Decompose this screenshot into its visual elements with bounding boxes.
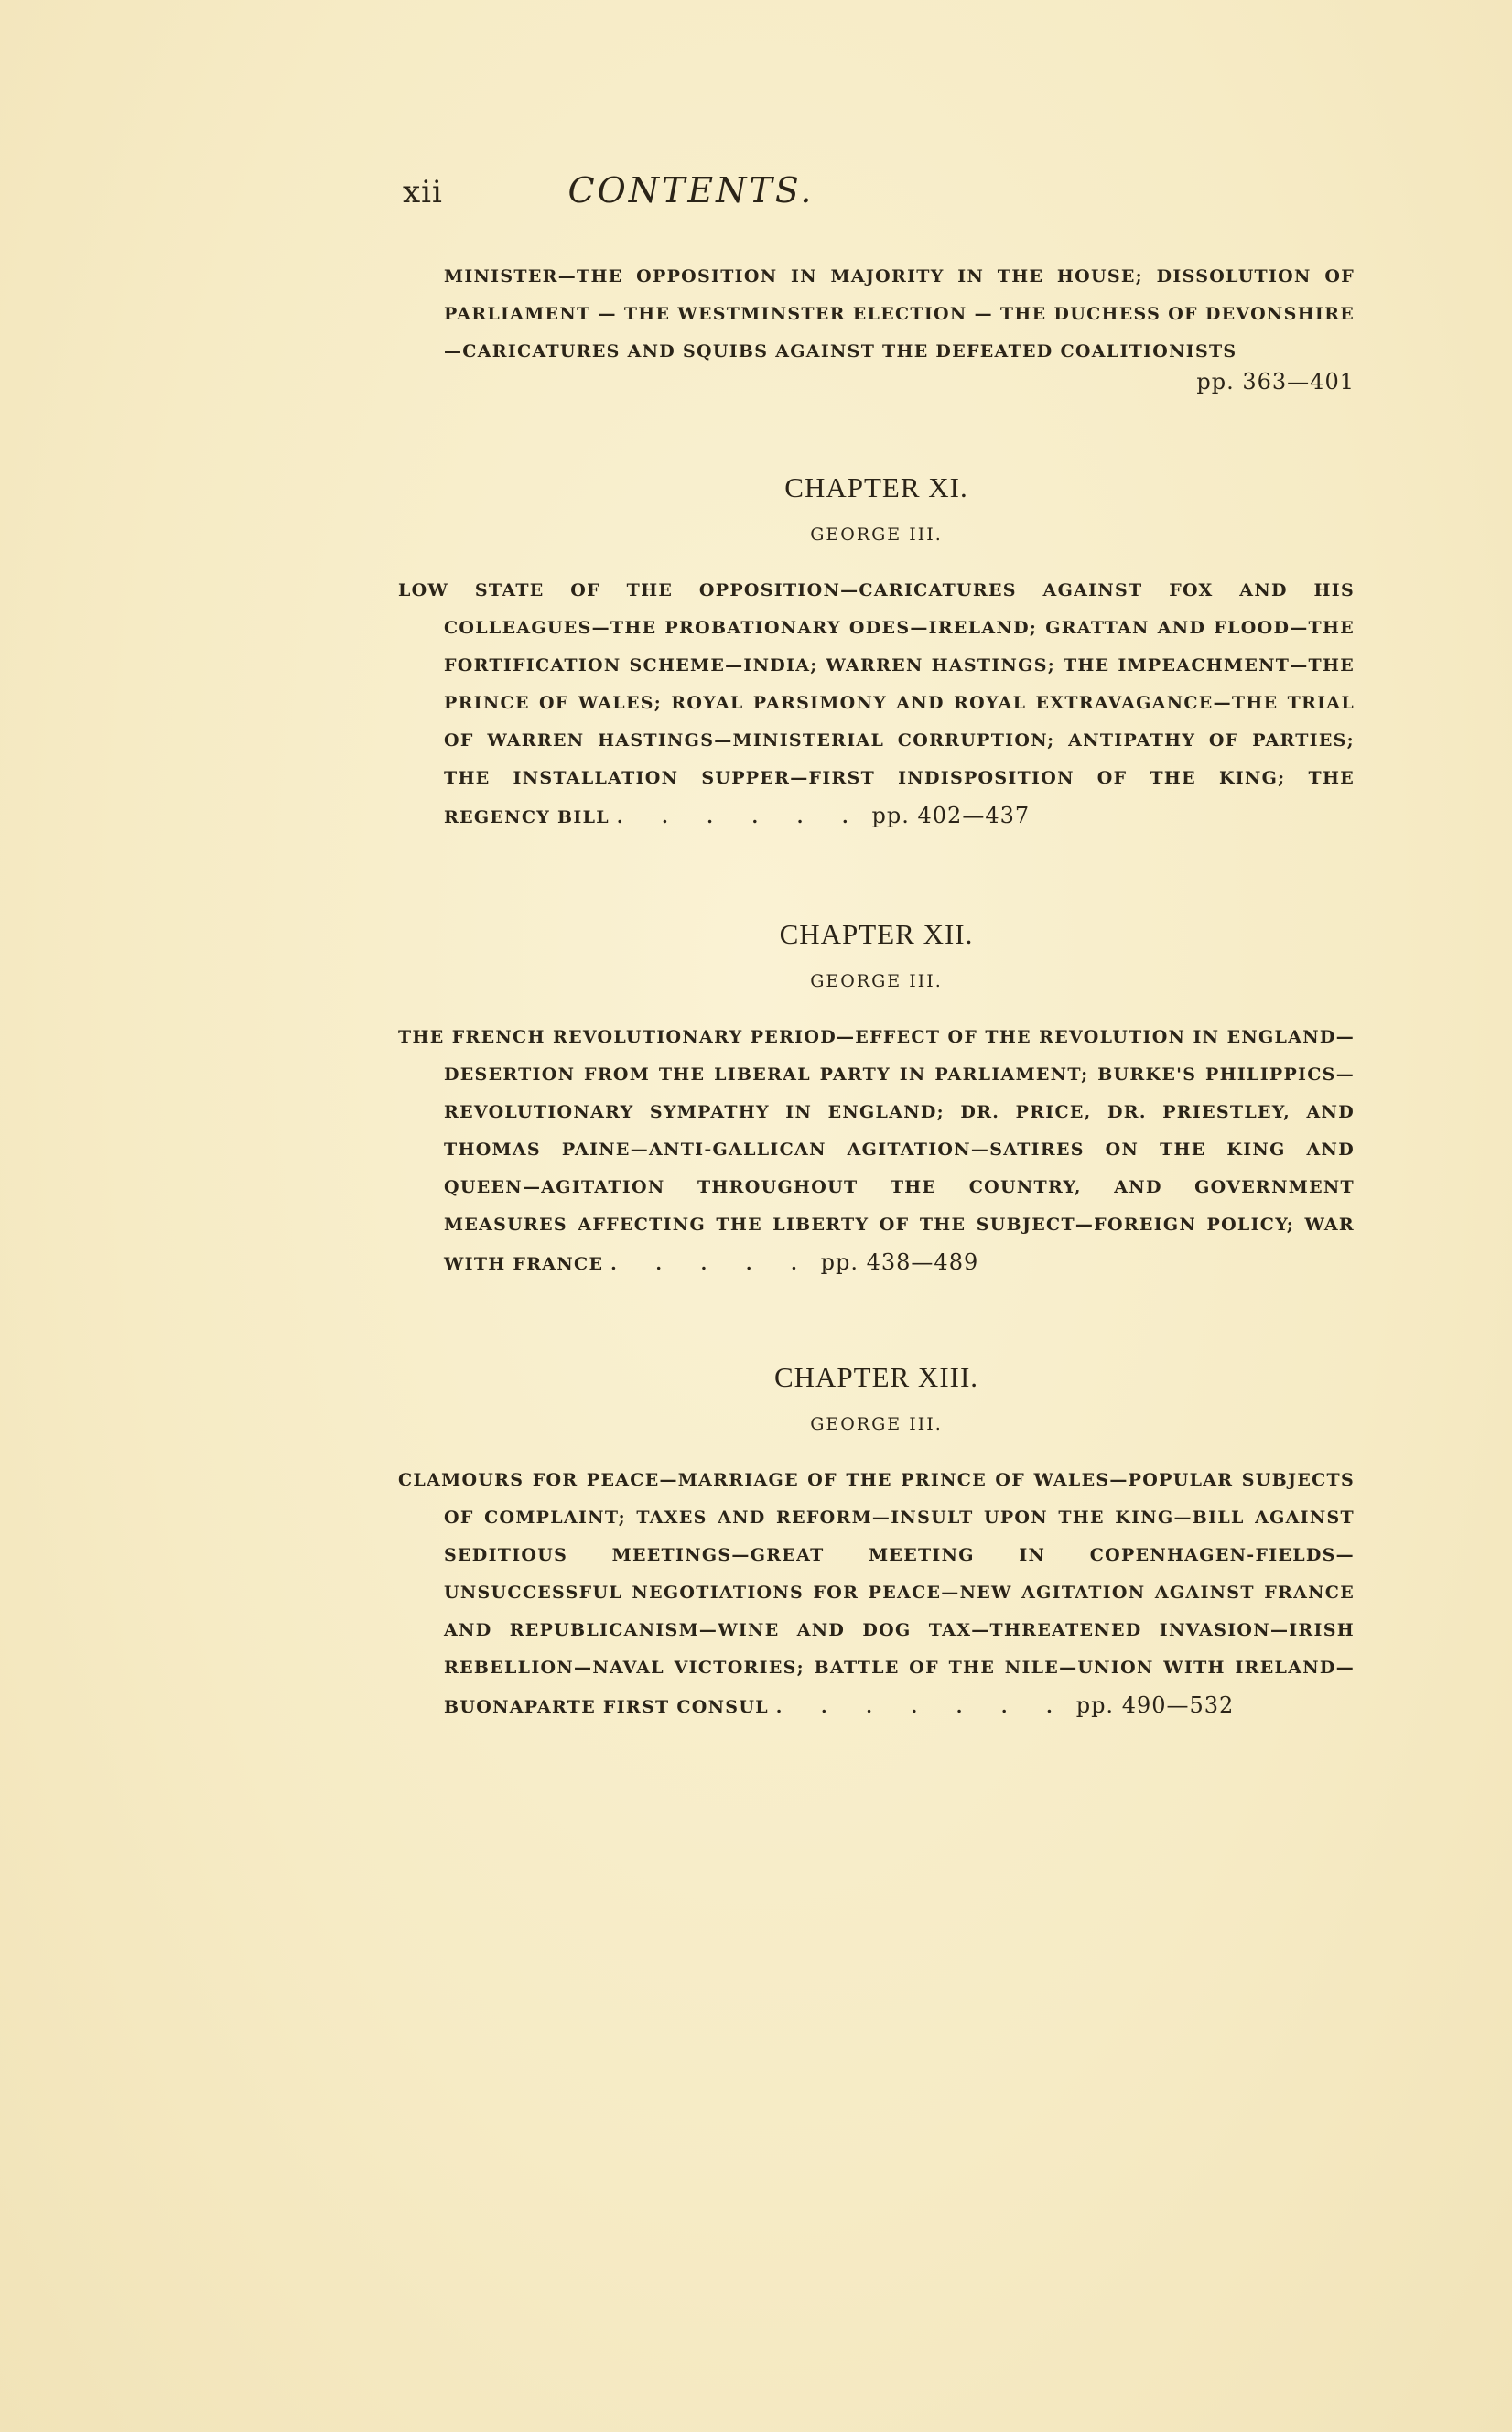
chapter-summary bbox=[398, 1462, 1355, 1726]
continuation-summary: MINISTER—THE OPPOSITION IN MAJORITY IN THE HOUSE; DISSOLUTION OF PARLIAMENT — THE WESTMINSTER ELECTION — THE DUCHESS OF DEVONSHIRE—CARICATURES AND SQUIBS AGAINST THE DEFEATED COALITIONISTS bbox=[444, 266, 1355, 362]
chapter-summary bbox=[398, 572, 1355, 837]
leader-dots: . . . . . bbox=[610, 1254, 814, 1274]
chapter-summary-text: THE FRENCH REVOLUTIONARY PERIOD—EFFECT OF THE REVOLUTION IN ENGLAND—DESERTION FROM THE LIBERAL PARTY IN PARLIAMENT; BURKE'S PHILIPPICS—REVOLUTIONARY SYMPATHY IN ENGLAND; DR. PRICE, DR. PRIESTLEY, AND THOMAS PAINE—ANTI-GALLICAN AGITATION—SATIRES ON THE KING AND QUEEN—AGITATION THROUGHOUT THE COUNTRY, AND GOVERNMENT MEASURES AFFECTING THE LIBERTY OF THE SUBJECT—FOREIGN POLICY; WAR WITH FRANCE bbox=[398, 1027, 1355, 1274]
chapter-heading: CHAPTER XII. bbox=[779, 918, 974, 950]
leader-dots: . . . . . . . bbox=[775, 1697, 1069, 1717]
chapter-pages: pp. 438—489 bbox=[820, 1249, 979, 1275]
chapter-entry-xi bbox=[398, 471, 1355, 837]
running-title: CONTENTS. bbox=[567, 170, 815, 211]
chapter-pages: pp. 490—532 bbox=[1075, 1692, 1235, 1718]
chapter-reign: GEORGE III. bbox=[810, 971, 943, 991]
chapter-heading: CHAPTER XI. bbox=[784, 471, 968, 503]
chapter-summary-text: LOW STATE OF THE OPPOSITION—CARICATURES AGAINST FOX AND HIS COLLEAGUES—THE PROBATIONARY ODES—IRELAND; GRATTAN AND FLOOD—THE FORTIFICATION SCHEME—INDIA; WARREN HASTINGS; THE IMPEACHMENT—THE PRINCE OF WALES; ROYAL PARSIMONY AND ROYAL EXTRAVAGANCE—THE TRIAL OF WARREN HASTINGS—MINISTERIAL CORRUPTION; ANTIPATHY OF PARTIES; THE INSTALLATION SUPPER—FIRST INDISPOSITION OF THE KING; THE REGENCY BILL bbox=[398, 580, 1355, 827]
page-header bbox=[394, 170, 988, 225]
continuation-pages: pp. 363—401 bbox=[1196, 369, 1355, 395]
chapter-summary bbox=[398, 1019, 1355, 1283]
chapter-reign: GEORGE III. bbox=[810, 1414, 943, 1434]
chapter-entry-xiii bbox=[398, 1361, 1355, 1726]
continuation-entry bbox=[398, 258, 1355, 396]
chapter-entry-xii bbox=[398, 918, 1355, 1283]
chapter-reign: GEORGE III. bbox=[810, 524, 943, 545]
chapter-heading: CHAPTER XIII. bbox=[773, 1361, 979, 1393]
page-number: xii bbox=[403, 174, 443, 211]
chapter-summary-text: CLAMOURS FOR PEACE—MARRIAGE OF THE PRINCE OF WALES—POPULAR SUBJECTS OF COMPLAINT; TAXES AND REFORM—INSULT UPON THE KING—BILL AGAINST SEDITIOUS MEETINGS—GREAT MEETING IN COPENHAGEN-FIELDS—UNSUCCESSFUL NEGOTIATIONS FOR PEACE—NEW AGITATION AGAINST FRANCE AND REPUBLICANISM—WINE AND DOG TAX—THREATENED INVASION—IRISH REBELLION—NAVAL VICTORIES; BATTLE OF THE NILE—UNION WITH IRELAND—BUONAPARTE FIRST CONSUL bbox=[398, 1470, 1355, 1717]
chapter-pages: pp. 402—437 bbox=[871, 803, 1031, 828]
leader-dots: . . . . . . bbox=[616, 807, 865, 827]
